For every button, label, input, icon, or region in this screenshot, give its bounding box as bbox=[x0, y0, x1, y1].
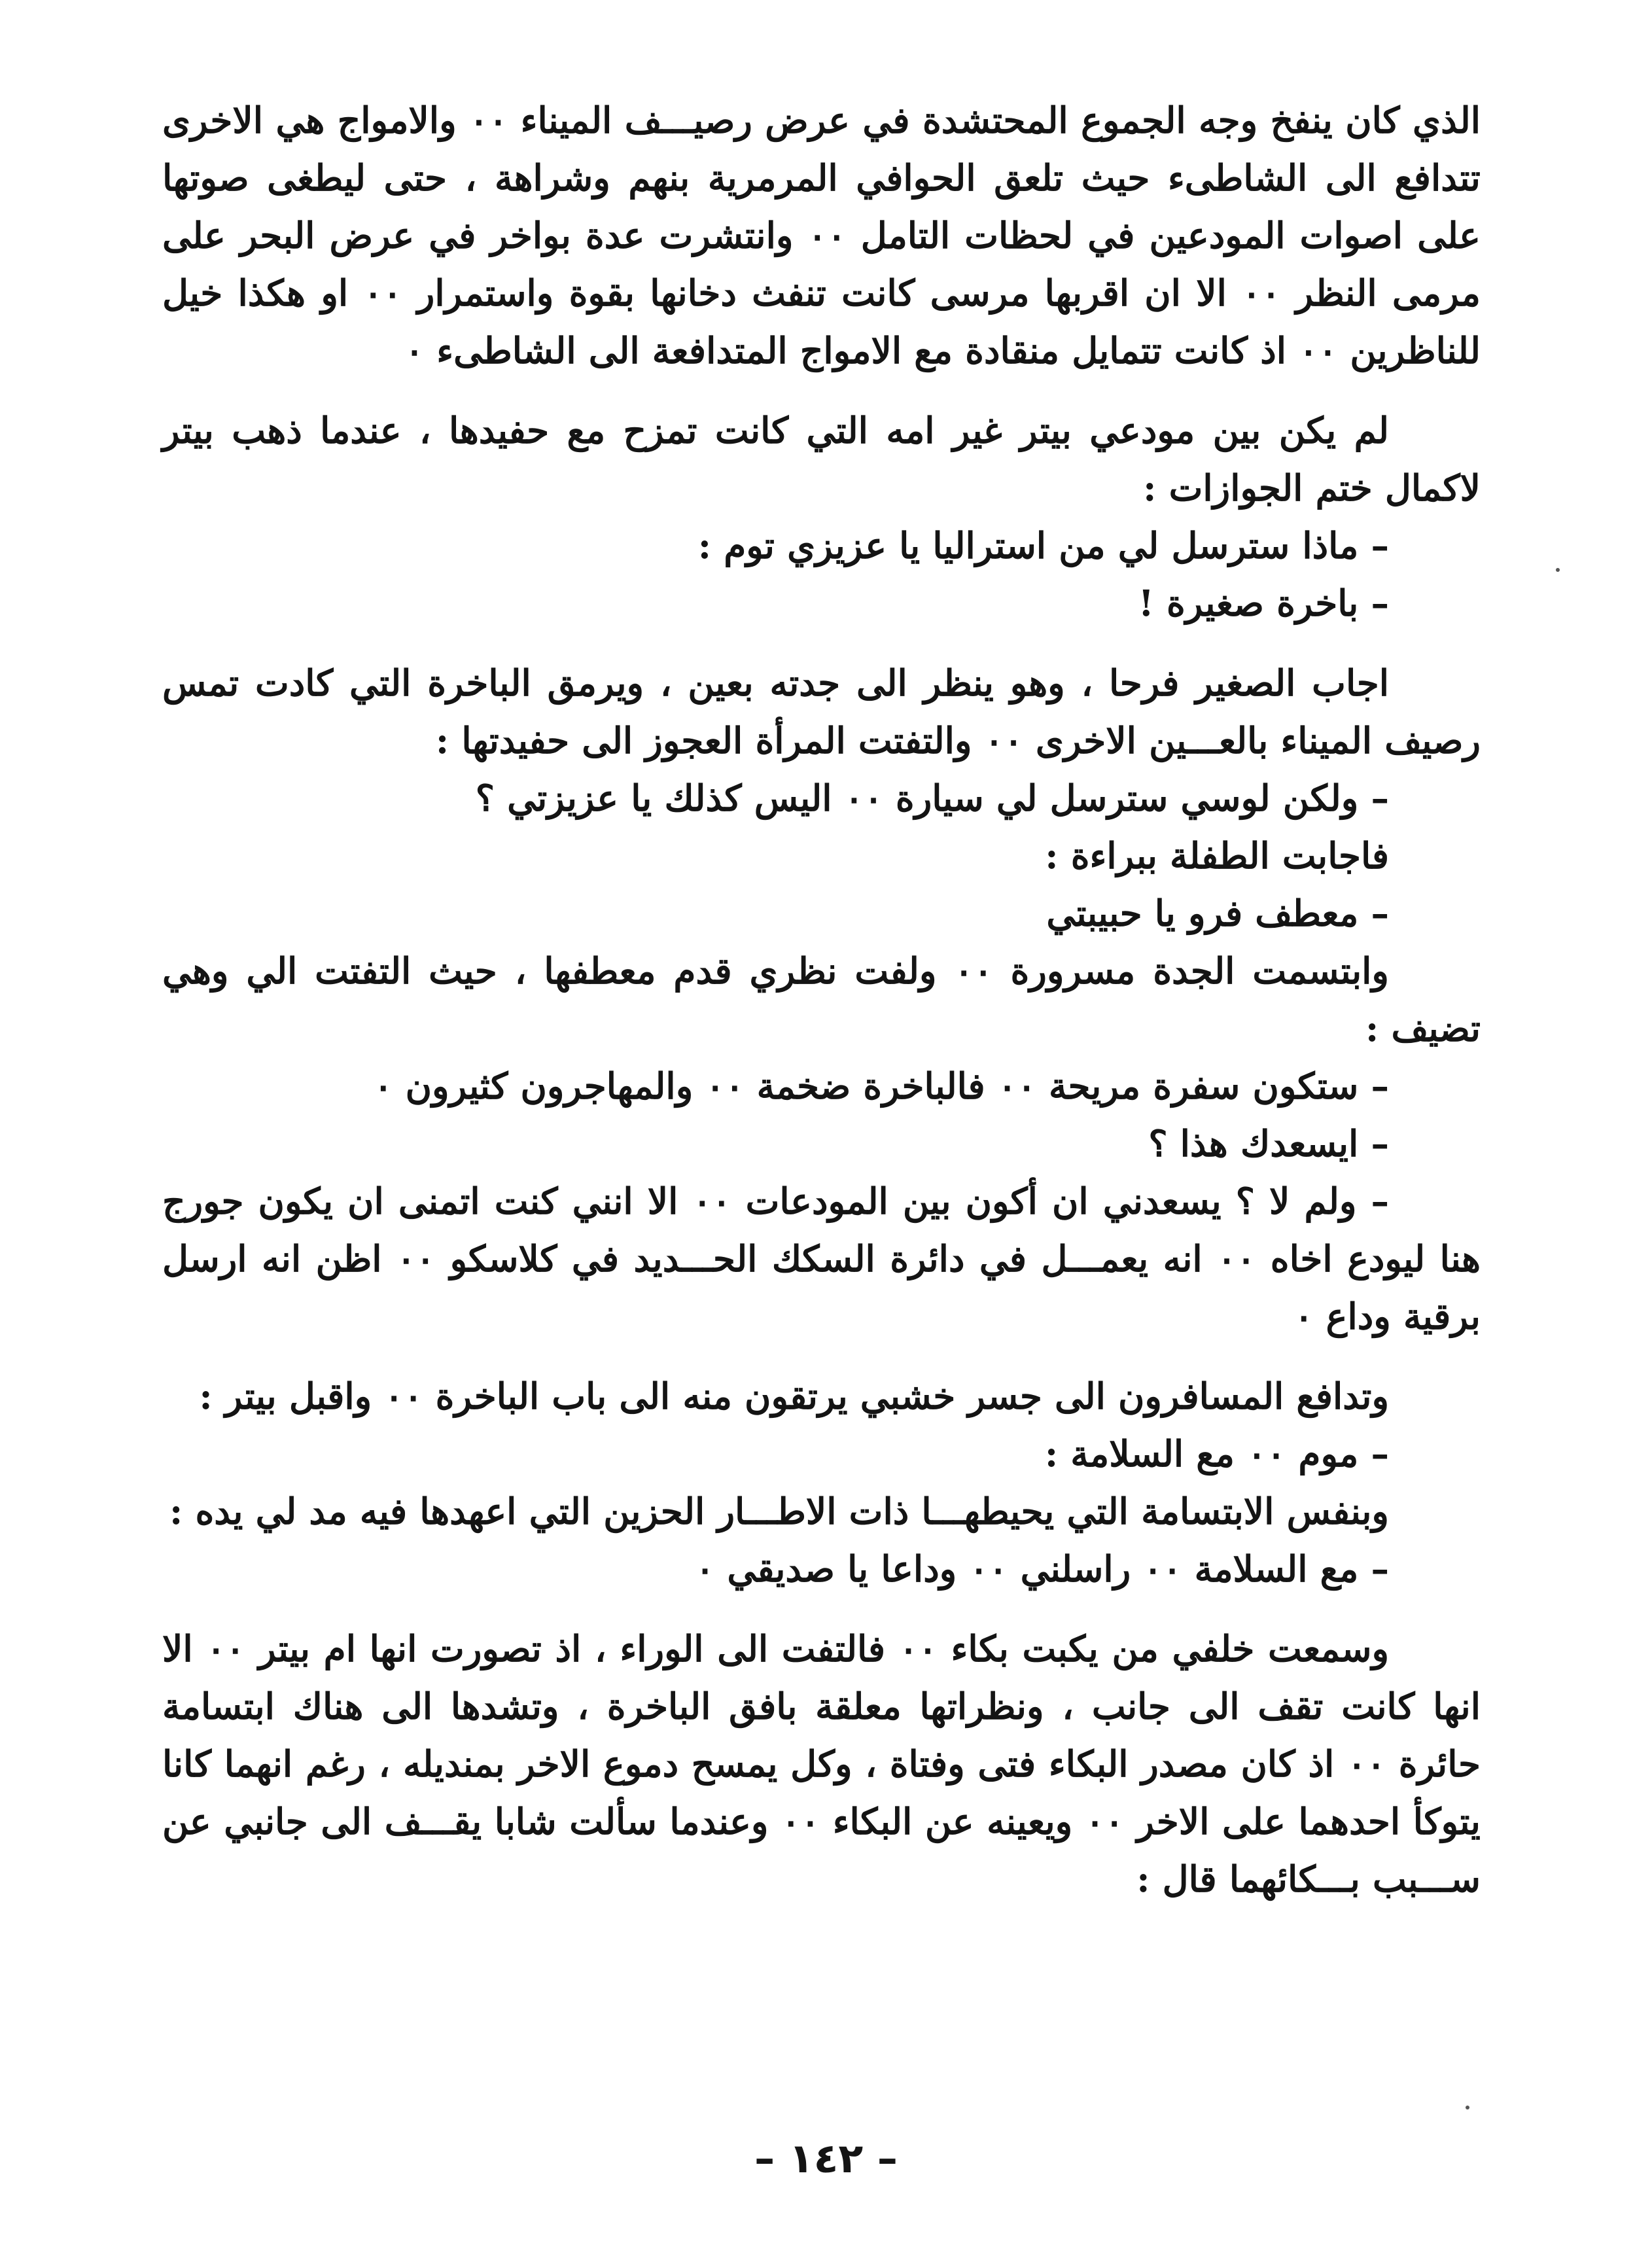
scan-speck bbox=[1556, 568, 1560, 572]
page-text bbox=[162, 92, 1481, 1908]
scan-speck bbox=[1466, 2106, 1469, 2109]
page-number: – ١٤٢ – bbox=[754, 2134, 898, 2182]
dialog-line-5: – معطف فرو يا حبيبتي bbox=[1046, 892, 1389, 934]
paragraph-7: وبنفس الابتسامة التي يحيطهـــا ذات الاطـــار الحزين التي اعهدها فيه مد لي يده : bbox=[169, 1490, 1389, 1532]
paragraph-8: وسمعت خلفي من يكبت بكاء ٠٠ فالتفت الى الوراء ، اذ تصورت انها ام بيتر ٠٠ الا انها كانت تقف الى جانب ، ونظراتها معلقة بافق الباخرة ، وتشدها الى هناك ابتسامة حائرة ٠٠ اذ كان مصدر البكاء فتى وفتاة ، وكل يمسح دموع الاخر بمنديله ، رغم انهما كانا يتوكأ احدهما على الاخر ٠٠ ويعينه عن البكاء ٠٠ وعندما سألت شابا يقـــف الى جانبي عن ســـبب بـــكائهما قال : bbox=[162, 1627, 1481, 1900]
dialog-line-2: – باخرة صغيرة ! bbox=[1138, 582, 1389, 624]
dialog-line-7: – ايسعدك هذا ؟ bbox=[1148, 1122, 1389, 1165]
paragraph-3: اجاب الصغير فرحا ، وهو ينظر الى جدته بعين ، ويرمق الباخرة التي كادت تمس رصيف الميناء بالعـــين الاخرى ٠٠ والتفتت المرأة العجوز الى حفيدتها : bbox=[162, 662, 1481, 762]
paragraph-2: لم يكن بين مودعي بيتر غير امه التي كانت تمزح مع حفيدها ، عندما ذهب بيتر لاكمال ختم الجوازات : bbox=[162, 409, 1481, 509]
dialog-line-6: – ستكون سفرة مريحة ٠٠ فالباخرة ضخمة ٠٠ والمهاجرون كثيرون ٠ bbox=[373, 1065, 1389, 1107]
dialog-line-4: فاجابت الطفلة ببراءة : bbox=[1045, 834, 1389, 877]
dialog-line-3: – ولكن لوسي سترسل لي سيارة ٠٠ اليس كذلك يا عزيزتي ؟ bbox=[475, 777, 1389, 819]
paragraph-5: – ولم لا ؟ يسعدني ان أكون بين المودعات ٠٠ الا انني كنت اتمنى ان يكون جورج هنا ليودع اخاه ٠٠ انه يعمـــل في دائرة السكك الحـــديد في كلاسكو ٠٠ اظن انه ارسل برقية وداع ٠ bbox=[162, 1180, 1481, 1337]
paragraph-6: وتدافع المسافرون الى جسر خشبي يرتقون منه الى باب الباخرة ٠٠ واقبل بيتر : bbox=[199, 1375, 1389, 1417]
dialog-line-1: – ماذا سترسل لي من استراليا يا عزيزي توم : bbox=[697, 524, 1389, 567]
dialog-line-9: – مع السلامة ٠٠ راسلني ٠٠ وداعا يا صديقي ٠ bbox=[695, 1547, 1389, 1590]
paragraph-4: وابتسمت الجدة مسرورة ٠٠ ولفت نظري قدم معطفها ، حيث التفتت الي وهي تضيف : bbox=[162, 949, 1481, 1050]
dialog-line-8: – موم ٠٠ مع السلامة : bbox=[1044, 1432, 1389, 1475]
paragraph-1: الذي كان ينفخ وجه الجموع المحتشدة في عرض رصيـــف الميناء ٠٠ والامواج هي الاخرى تتدافع الى الشاطىء حيث تلعق الحوافي المرمرية بنهم وشراهة ، حتى ليطغى صوتها على اصوات المودعين في لحظات التامل ٠٠ وانتشرت عدة بواخر في عرض البحر على مرمى النظر ٠٠ الا ان اقربها مرسى كانت تنفث دخانها بقوة واستمرار ٠٠ او هكذا خيل للناظرين ٠٠ اذ كانت تتمايل منقادة مع الامواج المتدافعة الى الشاطىء ٠ bbox=[162, 99, 1481, 372]
